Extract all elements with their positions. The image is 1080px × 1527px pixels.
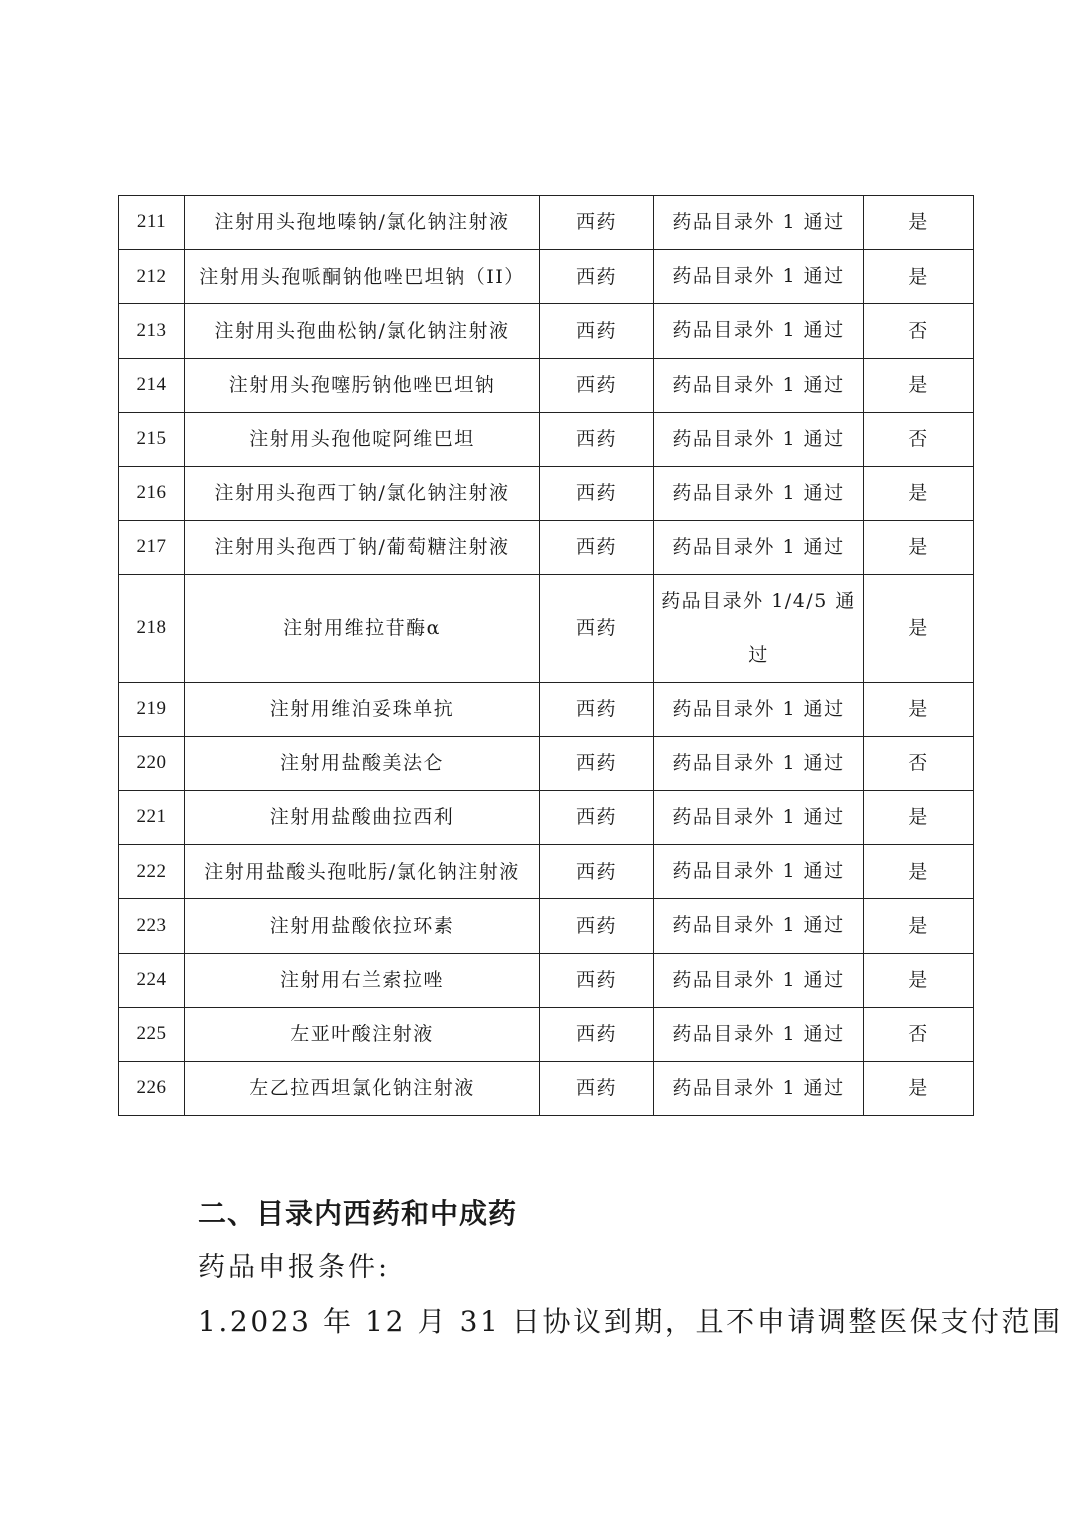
table-row	[119, 358, 974, 412]
section-heading: 二、目录内西药和中成药	[198, 1197, 518, 1230]
catalog-scope: 药品目录外 1 通过	[654, 953, 864, 1007]
catalog-scope: 药品目录外 1 通过	[654, 521, 864, 575]
row-number: 221	[119, 791, 185, 845]
row-number: 219	[119, 682, 185, 736]
catalog-scope: 药品目录外 1 通过	[654, 1007, 864, 1061]
drug-name: 左乙拉西坦氯化钠注射液	[185, 1062, 540, 1116]
catalog-scope: 药品目录外 1 通过	[654, 466, 864, 520]
row-number: 211	[119, 196, 185, 250]
table-row	[119, 466, 974, 520]
drug-type: 西药	[540, 1007, 654, 1061]
drug-name: 左亚叶酸注射液	[185, 1007, 540, 1061]
catalog-scope: 药品目录外 1 通过	[654, 304, 864, 358]
row-number: 223	[119, 899, 185, 953]
table-row	[119, 304, 974, 358]
table-row	[119, 899, 974, 953]
flag-value: 否	[864, 1007, 974, 1061]
flag-value: 是	[864, 196, 974, 250]
drug-name: 注射用盐酸曲拉西利	[185, 791, 540, 845]
drug-type: 西药	[540, 521, 654, 575]
flag-value: 是	[864, 521, 974, 575]
drug-type: 西药	[540, 412, 654, 466]
table-body	[119, 196, 974, 1116]
condition-label: 药品申报条件:	[198, 1252, 391, 1283]
catalog-scope: 药品目录外 1/4/5 通过	[654, 575, 864, 682]
table-row	[119, 1007, 974, 1061]
flag-value: 是	[864, 575, 974, 682]
drug-type: 西药	[540, 250, 654, 304]
row-number: 224	[119, 953, 185, 1007]
drug-name: 注射用维泊妥珠单抗	[185, 682, 540, 736]
row-number: 222	[119, 845, 185, 899]
drug-type: 西药	[540, 899, 654, 953]
catalog-scope: 药品目录外 1 通过	[654, 358, 864, 412]
flag-value: 是	[864, 466, 974, 520]
table-row	[119, 791, 974, 845]
table-row	[119, 521, 974, 575]
drug-name: 注射用头孢地嗪钠/氯化钠注射液	[185, 196, 540, 250]
row-number: 217	[119, 521, 185, 575]
drug-type: 西药	[540, 358, 654, 412]
flag-value: 是	[864, 682, 974, 736]
catalog-scope: 药品目录外 1 通过	[654, 250, 864, 304]
table-row	[119, 575, 974, 682]
catalog-scope: 药品目录外 1 通过	[654, 1062, 864, 1116]
row-number: 214	[119, 358, 185, 412]
table-row	[119, 196, 974, 250]
drug-name: 注射用右兰索拉唑	[185, 953, 540, 1007]
flag-value: 是	[864, 358, 974, 412]
drug-name: 注射用盐酸美法仑	[185, 736, 540, 790]
catalog-scope: 药品目录外 1 通过	[654, 845, 864, 899]
flag-value: 是	[864, 250, 974, 304]
drug-name: 注射用维拉苷酶α	[185, 575, 540, 682]
row-number: 216	[119, 466, 185, 520]
table-row	[119, 250, 974, 304]
drug-name: 注射用头孢哌酮钠他唑巴坦钠（II）	[185, 250, 540, 304]
row-number: 215	[119, 412, 185, 466]
row-number: 212	[119, 250, 185, 304]
row-number: 213	[119, 304, 185, 358]
row-number: 220	[119, 736, 185, 790]
drug-name: 注射用盐酸头孢吡肟/氯化钠注射液	[185, 845, 540, 899]
drug-type: 西药	[540, 682, 654, 736]
flag-value: 是	[864, 1062, 974, 1116]
catalog-scope: 药品目录外 1 通过	[654, 196, 864, 250]
table-row	[119, 412, 974, 466]
table-row	[119, 953, 974, 1007]
catalog-scope: 药品目录外 1 通过	[654, 899, 864, 953]
drug-type: 西药	[540, 845, 654, 899]
flag-value: 是	[864, 791, 974, 845]
catalog-scope: 药品目录外 1 通过	[654, 736, 864, 790]
flag-value: 否	[864, 304, 974, 358]
flag-value: 否	[864, 736, 974, 790]
drug-type: 西药	[540, 304, 654, 358]
flag-value: 是	[864, 845, 974, 899]
row-number: 226	[119, 1062, 185, 1116]
drug-name: 注射用头孢噻肟钠他唑巴坦钠	[185, 358, 540, 412]
drug-type: 西药	[540, 1062, 654, 1116]
table-row	[119, 736, 974, 790]
flag-value: 是	[864, 899, 974, 953]
drug-type: 西药	[540, 736, 654, 790]
table-row	[119, 1062, 974, 1116]
drug-name: 注射用盐酸依拉环素	[185, 899, 540, 953]
drug-list-table	[118, 195, 974, 1116]
catalog-scope: 药品目录外 1 通过	[654, 412, 864, 466]
drug-name: 注射用头孢西丁钠/葡萄糖注射液	[185, 521, 540, 575]
flag-value: 否	[864, 412, 974, 466]
table-row	[119, 682, 974, 736]
drug-type: 西药	[540, 791, 654, 845]
drug-name: 注射用头孢曲松钠/氯化钠注射液	[185, 304, 540, 358]
drug-name: 注射用头孢他啶阿维巴坦	[185, 412, 540, 466]
row-number: 225	[119, 1007, 185, 1061]
drug-type: 西药	[540, 466, 654, 520]
condition-item-1: 1.2023 年 12 月 31 日协议到期，且不申请调整医保支付范围	[198, 1305, 1063, 1338]
flag-value: 是	[864, 953, 974, 1007]
catalog-scope: 药品目录外 1 通过	[654, 791, 864, 845]
table-row	[119, 845, 974, 899]
drug-type: 西药	[540, 575, 654, 682]
drug-name: 注射用头孢西丁钠/氯化钠注射液	[185, 466, 540, 520]
drug-type: 西药	[540, 196, 654, 250]
catalog-scope: 药品目录外 1 通过	[654, 682, 864, 736]
row-number: 218	[119, 575, 185, 682]
drug-type: 西药	[540, 953, 654, 1007]
